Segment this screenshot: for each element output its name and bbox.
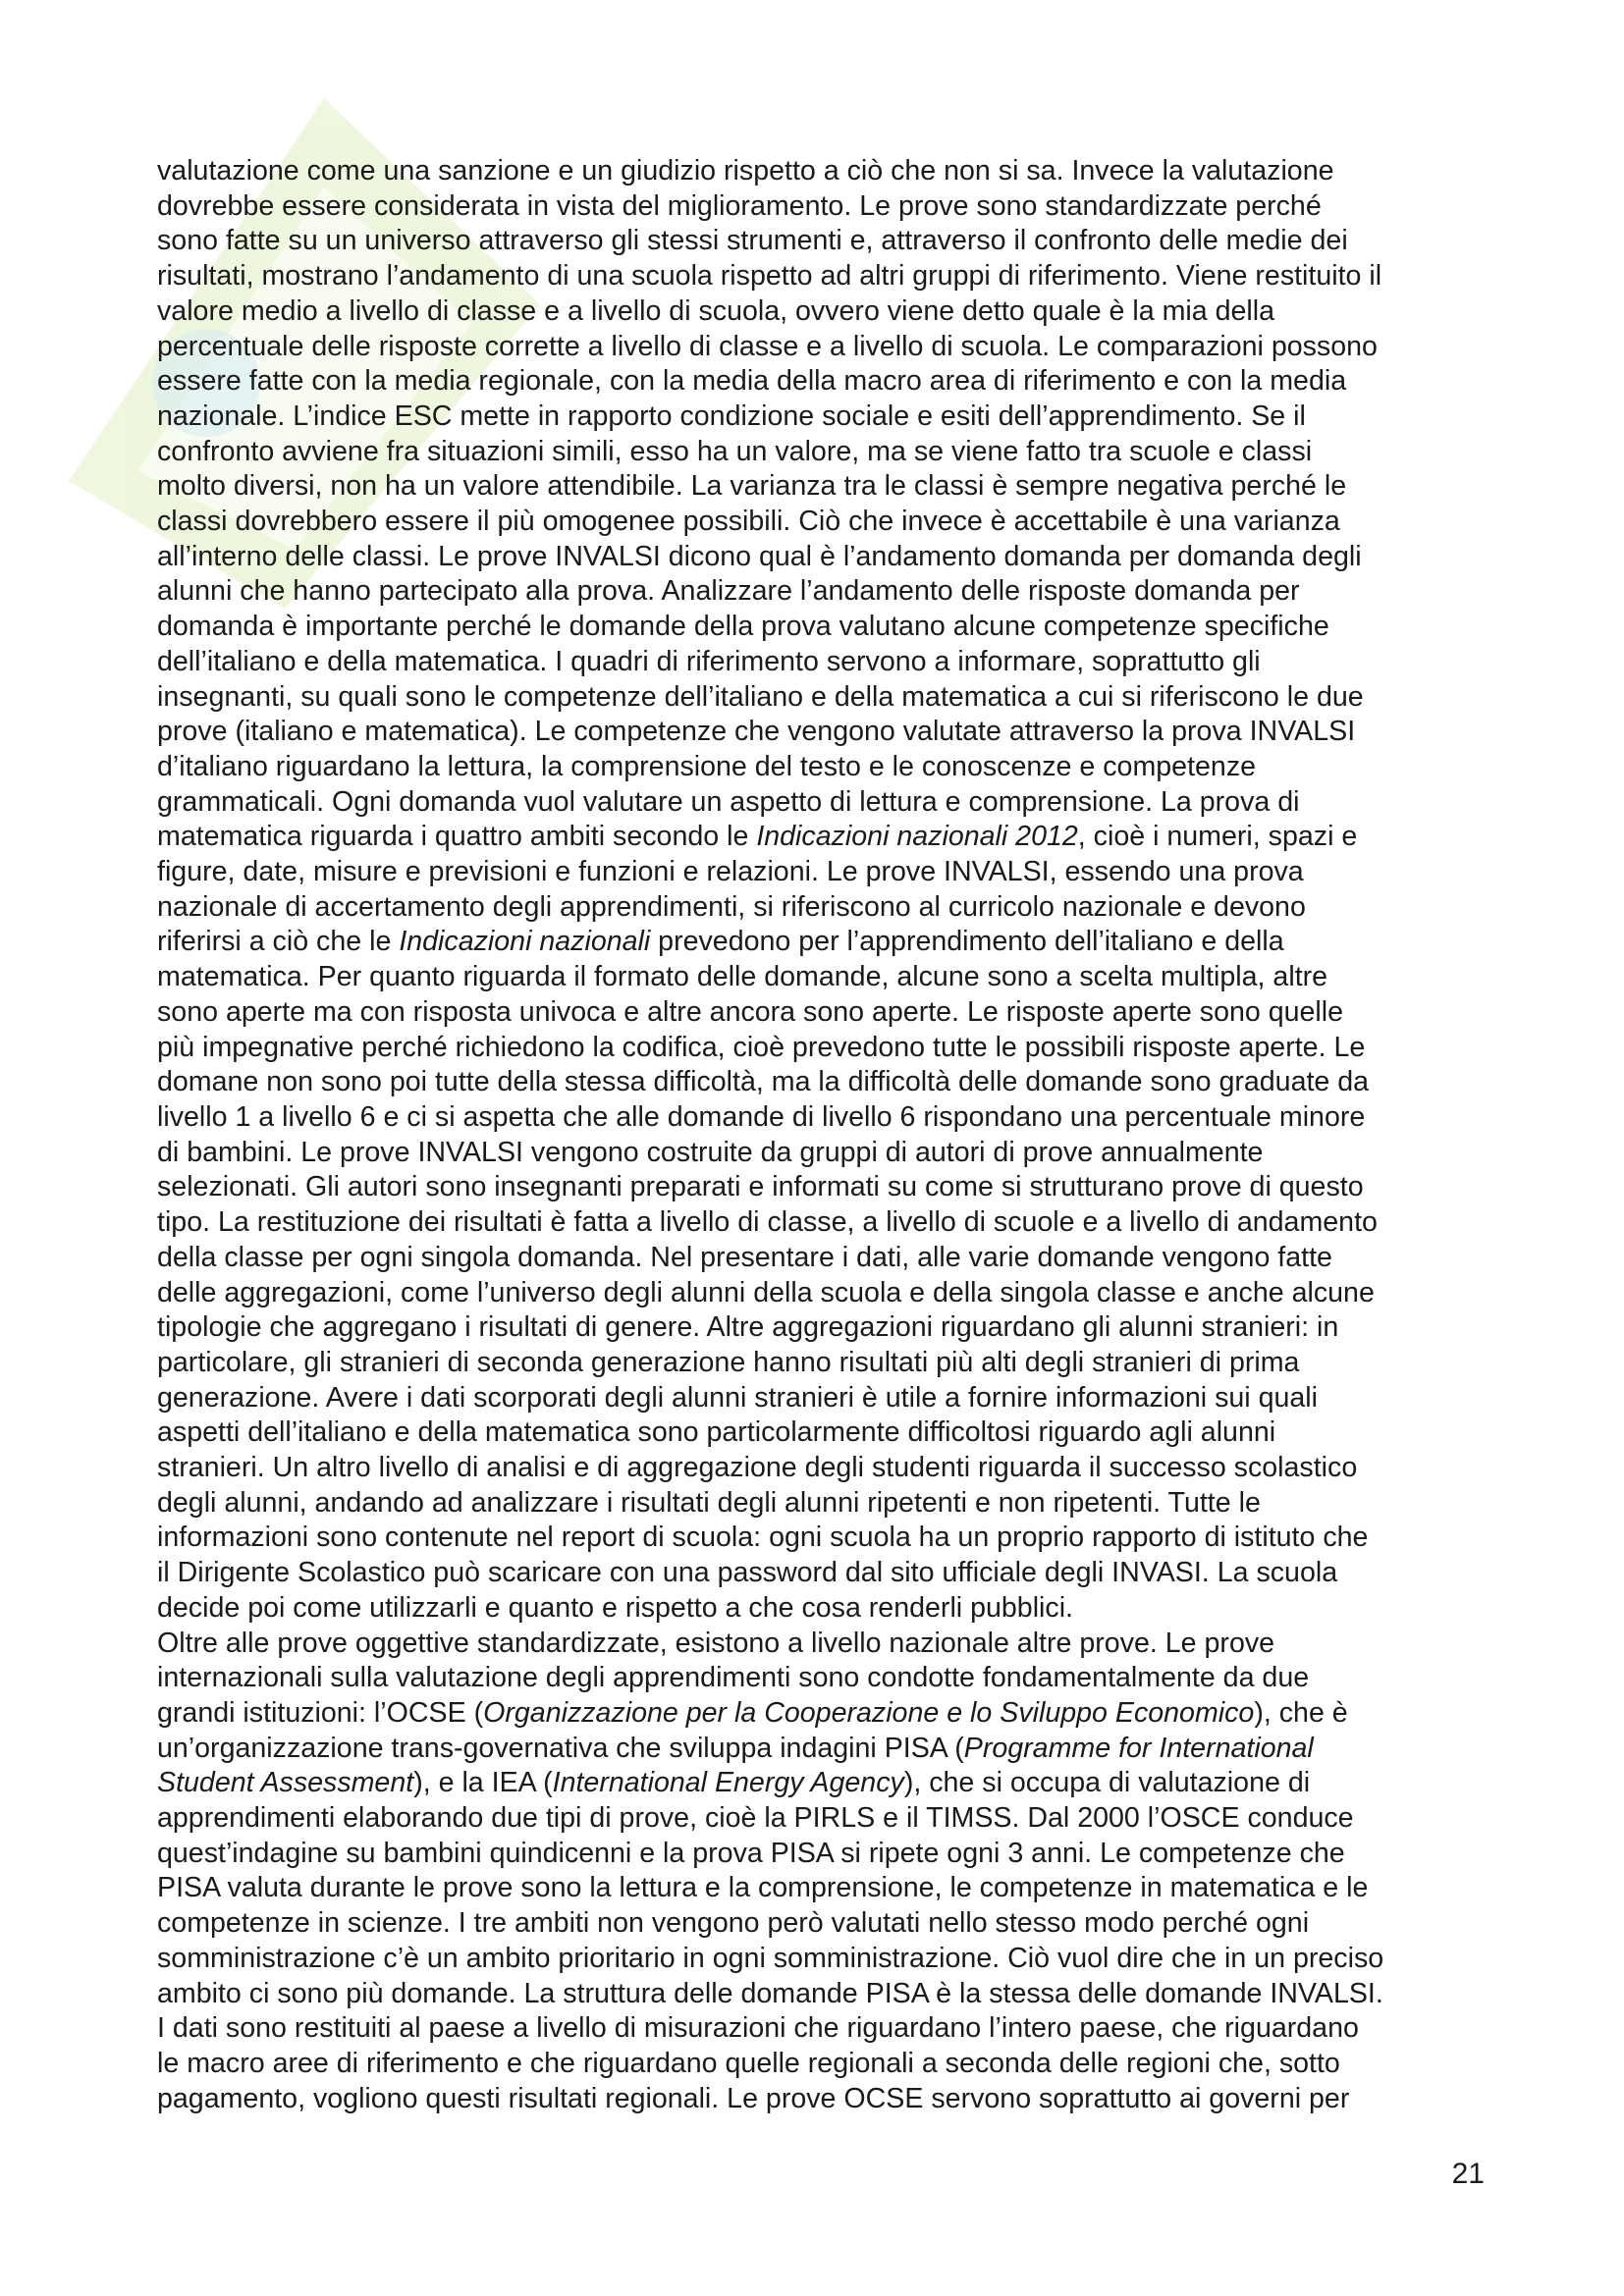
text-segment: figure, date, misure e previsioni e funzioni e relazioni. Le prove INVALSI, essendo una prova bbox=[157, 856, 1304, 888]
text-segment: un’organizzazione trans-governativa che sviluppa indagini PISA ( bbox=[157, 1732, 964, 1764]
text-segment: degli alunni, andando ad analizzare i risultati degli alunni ripetenti e non ripetenti. Tutte le bbox=[157, 1486, 1261, 1519]
text-line bbox=[157, 1486, 1469, 1522]
text-segment: confronto avviene fra situazioni simili, esso ha un valore, ma se viene fatto tra scuole e classi bbox=[157, 435, 1313, 467]
text-segment: informazioni sono contenute nel report di scuola: ogni scuola ha un proprio rapporto di istituto che bbox=[157, 1522, 1369, 1554]
text-line bbox=[157, 2011, 1469, 2047]
text-line bbox=[157, 259, 1469, 294]
text-segment: somministrazione c’è un ambito prioritario in ogni somministrazione. Ciò vuol dire che in un preciso bbox=[157, 1942, 1384, 1974]
text-line bbox=[157, 680, 1469, 716]
text-line bbox=[157, 505, 1469, 540]
text-line bbox=[157, 1871, 1469, 1906]
text-segment: dell’italiano e della matematica. I quadri di riferimento servono a informare, soprattutto gli bbox=[157, 645, 1261, 677]
page-number: 21 bbox=[1451, 2158, 1485, 2190]
text-segment: valutazione come una sanzione e un giudizio rispetto a ciò che non si sa. Invece la valutazione bbox=[157, 155, 1334, 187]
text-segment: quest’indagine su bambini quindicenni e la prova PISA si ripete ogni 3 anni. Le competenze che bbox=[157, 1837, 1345, 1869]
text-line bbox=[157, 820, 1469, 855]
text-segment: sono aperte ma con risposta univoca e altre ancora sono aperte. Le risposte aperte sono quelle bbox=[157, 995, 1344, 1028]
text-segment: Oltre alle prove oggettive standardizzate, esistono a livello nazionale altre prove. Le prove bbox=[157, 1627, 1275, 1659]
text-line bbox=[157, 960, 1469, 995]
text-line bbox=[157, 1241, 1469, 1276]
text-line bbox=[157, 1310, 1469, 1346]
text-segment: pagamento, vogliono questi risultati regionali. Le prove OCSE servono soprattutto ai governi per bbox=[157, 2082, 1350, 2114]
italic-text-segment: International Energy Agency bbox=[552, 1767, 904, 1799]
text-line bbox=[157, 154, 1469, 189]
text-segment: prevedono per l’apprendimento dell’italiano e della bbox=[650, 926, 1284, 958]
text-segment: I dati sono restituiti al paese a livello di misurazioni che riguardano l’intero paese, che riguardano bbox=[157, 2012, 1359, 2045]
text-segment: stranieri. Un altro livello di analisi e di aggregazione degli studenti riguarda il successo scolastico bbox=[157, 1452, 1358, 1484]
text-segment: matematica. Per quanto riguarda il formato delle domande, alcune sono a scelta multipla, altre bbox=[157, 961, 1328, 993]
text-line bbox=[157, 330, 1469, 365]
italic-text-segment: Indicazioni nazionali bbox=[399, 926, 651, 958]
text-line bbox=[157, 715, 1469, 750]
text-line bbox=[157, 750, 1469, 785]
text-line bbox=[157, 925, 1469, 960]
italic-text-segment: Organizzazione per la Cooperazione e lo Sviluppo Economico bbox=[483, 1696, 1255, 1729]
text-segment: insegnanti, su quali sono le competenze dell’italiano e della matematica a cui si riferiscono le due bbox=[157, 680, 1364, 713]
text-line bbox=[157, 1521, 1469, 1556]
text-segment: grammaticali. Ogni domanda vuol valutare un aspetto di lettura e comprensione. La prova di bbox=[157, 785, 1300, 818]
text-line bbox=[157, 189, 1469, 225]
text-line bbox=[157, 995, 1469, 1031]
text-segment: domanda è importante perché le domande della prova valutano alcune competenze specifiche bbox=[157, 611, 1329, 643]
text-line bbox=[157, 1381, 1469, 1416]
text-line bbox=[157, 1346, 1469, 1381]
text-segment: ), e la IEA ( bbox=[413, 1767, 553, 1799]
text-segment: particolare, gli stranieri di seconda generazione hanno risultati più alti degli stranieri di prima bbox=[157, 1346, 1300, 1378]
text-line bbox=[157, 2047, 1469, 2082]
text-line bbox=[157, 1415, 1469, 1451]
text-segment: nazionale. L’indice ESC mette in rapporto condizione sociale e esiti dell’apprendimento. Se il bbox=[157, 400, 1306, 432]
text-line bbox=[157, 1661, 1469, 1696]
text-segment: della classe per ogni singola domanda. Nel presentare i dati, alle varie domande vengono fatte bbox=[157, 1241, 1332, 1273]
text-line bbox=[157, 1031, 1469, 1066]
body-text bbox=[157, 154, 1469, 2116]
text-line bbox=[157, 1942, 1469, 1977]
text-line bbox=[157, 469, 1469, 505]
text-segment: selezionati. Gli autori sono insegnanti preparati e informati su come si strutturano prove di questo bbox=[157, 1171, 1364, 1203]
text-segment: alunni che hanno partecipato alla prova. Analizzare l’andamento delle risposte domanda per bbox=[157, 575, 1300, 608]
text-line bbox=[157, 1556, 1469, 1591]
text-segment: aspetti dell’italiano e della matematica sono particolarmente difficoltosi riguardo agli alunni bbox=[157, 1416, 1276, 1449]
text-segment: delle aggregazioni, come l’universo degli alunni della scuola e della singola classe e anche alcune bbox=[157, 1276, 1375, 1308]
text-line bbox=[157, 1977, 1469, 2012]
text-segment: apprendimenti elaborando due tipi di prove, cioè la PIRLS e il TIMSS. Dal 2000 l’OSCE conduce bbox=[157, 1802, 1354, 1835]
text-line bbox=[157, 574, 1469, 610]
text-segment: ambito ci sono più domande. La struttura delle domande PISA è la stessa delle domande INVALSI. bbox=[157, 1977, 1383, 2009]
text-segment: tipologie che aggregano i risultati di genere. Altre aggregazioni riguardano gli alunni stranieri: in bbox=[157, 1311, 1339, 1344]
text-line bbox=[157, 1100, 1469, 1136]
text-line bbox=[157, 1451, 1469, 1486]
text-line bbox=[157, 400, 1469, 435]
text-line bbox=[157, 1837, 1469, 1872]
text-segment: livello 1 a livello 6 e ci si aspetta che alle domande di livello 6 rispondano una percentuale minore bbox=[157, 1100, 1366, 1133]
text-segment: sono fatte su un universo attraverso gli stessi strumenti e, attraverso il confronto delle medie dei bbox=[157, 225, 1348, 257]
text-line bbox=[157, 364, 1469, 400]
text-line bbox=[157, 1906, 1469, 1942]
text-line bbox=[157, 1591, 1469, 1627]
text-segment: grandi istituzioni: l’OCSE ( bbox=[157, 1696, 484, 1729]
text-line bbox=[157, 785, 1469, 821]
text-line bbox=[157, 1766, 1469, 1801]
text-segment: valore medio a livello di classe e a livello di scuola, ovvero viene detto quale è la mia della bbox=[157, 294, 1275, 327]
text-segment: di bambini. Le prove INVALSI vengono costruite da gruppi di autori di prove annualmente bbox=[157, 1136, 1264, 1168]
text-segment: domane non sono poi tutte della stessa difficoltà, ma la difficoltà delle domande sono graduate da bbox=[157, 1066, 1370, 1098]
text-line bbox=[157, 1276, 1469, 1311]
text-segment: PISA valuta durante le prove sono la lettura e la comprensione, le competenze in matematica e le bbox=[157, 1872, 1369, 1904]
text-segment: competenze in scienze. I tre ambiti non vengono però valutati nello stesso modo perché ogni bbox=[157, 1907, 1310, 1940]
text-line bbox=[157, 1627, 1469, 1662]
italic-text-segment: Programme for International bbox=[963, 1732, 1314, 1764]
text-line bbox=[157, 1170, 1469, 1205]
text-line bbox=[157, 294, 1469, 330]
text-line bbox=[157, 2082, 1469, 2117]
text-segment: essere fatte con la media regionale, con la media della macro area di riferimento e con la media bbox=[157, 365, 1347, 398]
text-line bbox=[157, 855, 1469, 890]
italic-text-segment: Student Assessment bbox=[157, 1767, 414, 1799]
text-line bbox=[157, 890, 1469, 926]
text-line bbox=[157, 540, 1469, 575]
text-segment: nazionale di accertamento degli apprendimenti, si riferiscono al curricolo nazionale e devono bbox=[157, 890, 1306, 923]
text-segment: classi dovrebbero essere il più omogenee possibili. Ciò che invece è accettabile è una varianza bbox=[157, 506, 1340, 538]
text-segment: decide poi come utilizzarli e quanto e rispetto a che cosa renderli pubblici. bbox=[157, 1591, 1073, 1624]
text-segment: molto diversi, non ha un valore attendibile. La varianza tra le classi è sempre negativa perché le bbox=[157, 470, 1347, 503]
text-segment: il Dirigente Scolastico può scaricare con una password dal sito ufficiale degli INVASI. La scuola bbox=[157, 1557, 1338, 1589]
text-segment: generazione. Avere i dati scorporati degli alunni stranieri è utile a fornire informazioni sui quali bbox=[157, 1381, 1319, 1414]
text-line bbox=[157, 645, 1469, 680]
italic-text-segment: Indicazioni nazionali 2012 bbox=[756, 821, 1078, 853]
text-segment: all’interno delle classi. Le prove INVALSI dicono qual è l’andamento domanda per domanda degli bbox=[157, 540, 1362, 572]
text-line bbox=[157, 1801, 1469, 1837]
text-segment: percentuale delle risposte corrette a livello di classe e a livello di scuola. Le comparazioni possono bbox=[157, 330, 1378, 362]
text-segment: ), che è bbox=[1254, 1696, 1348, 1729]
text-line bbox=[157, 1732, 1469, 1767]
text-line bbox=[157, 1065, 1469, 1100]
text-segment: matematica riguarda i quattro ambiti secondo le bbox=[157, 821, 757, 853]
text-segment: internazionali sulla valutazione degli apprendimenti sono condotte fondamentalmente da due bbox=[157, 1662, 1310, 1694]
text-segment: le macro aree di riferimento e che riguardano quelle regionali a seconda delle regioni che, sotto bbox=[157, 2047, 1340, 2079]
text-segment: , cioè i numeri, spazi e bbox=[1077, 821, 1358, 853]
text-segment: riferirsi a ciò che le bbox=[157, 926, 400, 958]
text-segment: dovrebbe essere considerata in vista del miglioramento. Le prove sono standardizzate perché bbox=[157, 189, 1322, 222]
text-line bbox=[157, 1205, 1469, 1241]
text-segment: tipo. La restituzione dei risultati è fatta a livello di classe, a livello di scuole e a livello di andamento bbox=[157, 1206, 1378, 1239]
text-segment: d’italiano riguardano la lettura, la comprensione del testo e le conoscenze e competenze bbox=[157, 750, 1257, 782]
text-line bbox=[157, 1696, 1469, 1732]
text-segment: prove (italiano e matematica). Le competenze che vengono valutate attraverso la prova INVALSI bbox=[157, 716, 1356, 748]
text-line bbox=[157, 610, 1469, 645]
text-line bbox=[157, 1136, 1469, 1171]
text-segment: risultati, mostrano l’andamento di una scuola rispetto ad altri gruppi di riferimento. Viene restituito il bbox=[157, 260, 1382, 293]
text-segment: più impegnative perché richiedono la codifica, cioè prevedono tutte le possibili risposte aperte. Le bbox=[157, 1031, 1366, 1063]
text-line bbox=[157, 224, 1469, 259]
text-segment: ), che si occupa di valutazione di bbox=[903, 1767, 1311, 1799]
text-line bbox=[157, 435, 1469, 470]
